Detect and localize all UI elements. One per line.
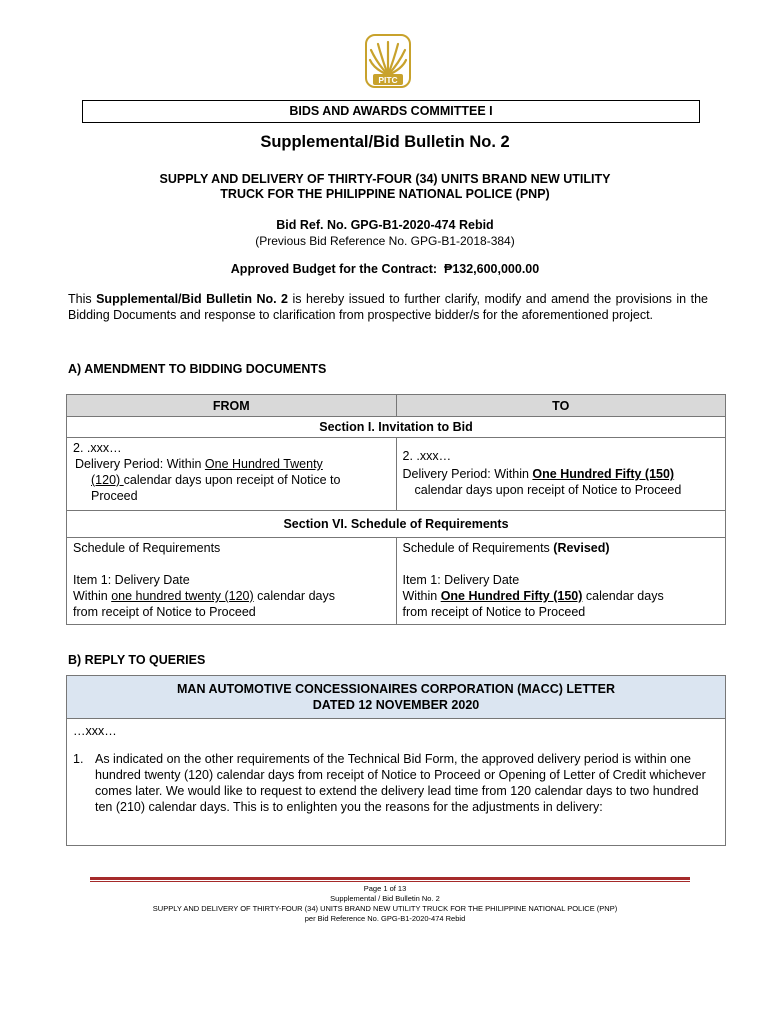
from-header: FROM bbox=[67, 395, 397, 417]
footer-bulletin: Supplemental / Bid Bulletin No. 2 bbox=[330, 894, 440, 903]
s6-from-pre: Within bbox=[73, 589, 112, 603]
footer-reference: per Bid Reference No. GPG-B1-2020-474 Rebid bbox=[304, 914, 466, 923]
s1-to-bold-underline: One Hundred Fifty (150) bbox=[532, 467, 675, 481]
s6-from-line3: from receipt of Notice to Proceed bbox=[73, 605, 256, 619]
s1-to-post: calendar days upon receipt of Notice to Proceed bbox=[414, 483, 682, 497]
s1-from-text2 bbox=[73, 472, 390, 504]
queries-header-line2: DATED 12 NOVEMBER 2020 bbox=[312, 698, 480, 712]
s6-to-line3: from receipt of Notice to Proceed bbox=[402, 605, 586, 619]
approved-budget: Approved Budget for the Contract: ₱132,600,000.00 bbox=[230, 262, 540, 276]
s6-from-text bbox=[73, 588, 390, 604]
s6-to-bold-underline: One Hundred Fifty (150) bbox=[440, 589, 583, 603]
section6-heading: Section VI. Schedule of Requirements bbox=[67, 511, 726, 538]
bid-reference: Bid Ref. No. GPG-B1-2020-474 Rebid bbox=[276, 218, 494, 232]
queries-header bbox=[67, 676, 725, 719]
queries-table bbox=[66, 675, 726, 846]
footer-rule-thin bbox=[90, 881, 690, 882]
project-title-line2: TRUCK FOR THE PHILIPPINE NATIONAL POLICE (PNP) bbox=[220, 187, 550, 201]
s6-to-pre: Within bbox=[402, 589, 441, 603]
s1-from-text bbox=[73, 456, 390, 472]
s6-to-title-text: Schedule of Requirements bbox=[402, 541, 554, 555]
section1-heading: Section I. Invitation to Bid bbox=[67, 417, 726, 438]
section1-to-cell bbox=[396, 438, 726, 511]
s6-from-item: Item 1: Delivery Date bbox=[73, 573, 190, 587]
pitc-logo bbox=[362, 33, 414, 91]
s1-to-item: 2. .xxx… bbox=[402, 449, 452, 463]
query-item-number: 1. bbox=[73, 752, 84, 766]
queries-body bbox=[67, 719, 725, 815]
section6-to-cell bbox=[396, 538, 726, 625]
s6-to-post: calendar days bbox=[582, 589, 664, 603]
footer-page-number: Page 1 of 13 bbox=[363, 884, 407, 893]
intro-post: is hereby issued to further clarify, modify and amend the provisions in the Bidding Documents and response to clarification from prospective bidder/s for the aforementioned project. bbox=[68, 292, 708, 322]
s6-from-post: calendar days bbox=[253, 589, 335, 603]
s1-to-pre: Delivery Period: Within bbox=[402, 467, 533, 481]
section-b-heading: B) REPLY TO QUERIES bbox=[68, 653, 206, 667]
section-a-heading: A) AMENDMENT TO BIDDING DOCUMENTS bbox=[68, 362, 327, 376]
committee-box: BIDS AND AWARDS COMMITTEE I bbox=[82, 100, 700, 123]
intro-paragraph bbox=[68, 291, 708, 323]
query-item bbox=[73, 751, 719, 815]
s1-from-item: 2. .xxx… bbox=[73, 441, 122, 455]
s1-from-underline1: One Hundred Twenty bbox=[204, 457, 323, 471]
project-title-line1: SUPPLY AND DELIVERY OF THIRTY-FOUR (34) UNITS BRAND NEW UTILITY bbox=[159, 172, 611, 186]
s6-to-text bbox=[403, 588, 720, 604]
previous-reference: (Previous Bid Reference No. GPG-B1-2018-384) bbox=[255, 234, 515, 248]
footer-rule bbox=[90, 877, 690, 880]
s6-to-item: Item 1: Delivery Date bbox=[402, 573, 520, 587]
query-item-text: As indicated on the other requirements of the Technical Bid Form, the approved delivery period is within one hundred twenty (120) calendar days from receipt of Notice to Proceed or Opening of Letter of Credit whichever comes later. We would like to request to extend the delivery lead time from 120 calendar days to two hundred ten (210) calendar days. This is to enlighten you the reasons for the adjustments in delivery: bbox=[95, 752, 706, 814]
queries-header-line1: MAN AUTOMOTIVE CONCESSIONAIRES CORPORATION (MACC) LETTER bbox=[177, 682, 615, 696]
logo-text: PITC bbox=[378, 75, 398, 85]
abc-label: Approved Budget for the Contract bbox=[230, 262, 433, 276]
section6-from-cell bbox=[67, 538, 397, 625]
to-header: TO bbox=[396, 395, 726, 417]
project-title bbox=[100, 172, 670, 202]
intro-pre: This bbox=[68, 292, 97, 306]
s1-from-post: calendar days upon receipt of Notice to Proceed bbox=[91, 473, 341, 503]
s6-to-title bbox=[403, 540, 720, 556]
s6-from-title: Schedule of Requirements bbox=[73, 541, 221, 555]
abc-value: ₱132,600,000.00 bbox=[443, 262, 540, 276]
page-title: Supplemental/Bid Bulletin No. 2 bbox=[260, 133, 510, 151]
intro-bold: Supplemental/Bid Bulletin No. 2 bbox=[96, 292, 289, 306]
amendment-table bbox=[66, 394, 726, 625]
s6-from-underline: one hundred twenty (120) bbox=[111, 589, 254, 603]
s1-to-text bbox=[403, 466, 720, 482]
section1-from-cell bbox=[67, 438, 397, 511]
footer-project: SUPPLY AND DELIVERY OF THIRTY-FOUR (34) UNITS BRAND NEW UTILITY TRUCK FOR THE PHILIPPINE NATIONAL POLICE (PNP) bbox=[152, 904, 618, 913]
s1-from-pre: Delivery Period: Within bbox=[75, 457, 205, 471]
page-footer bbox=[0, 884, 770, 924]
s1-from-underline2: (120) bbox=[91, 473, 124, 487]
s6-to-title-bold: (Revised) bbox=[553, 541, 610, 555]
queries-ellipsis: …xxx… bbox=[73, 724, 117, 738]
